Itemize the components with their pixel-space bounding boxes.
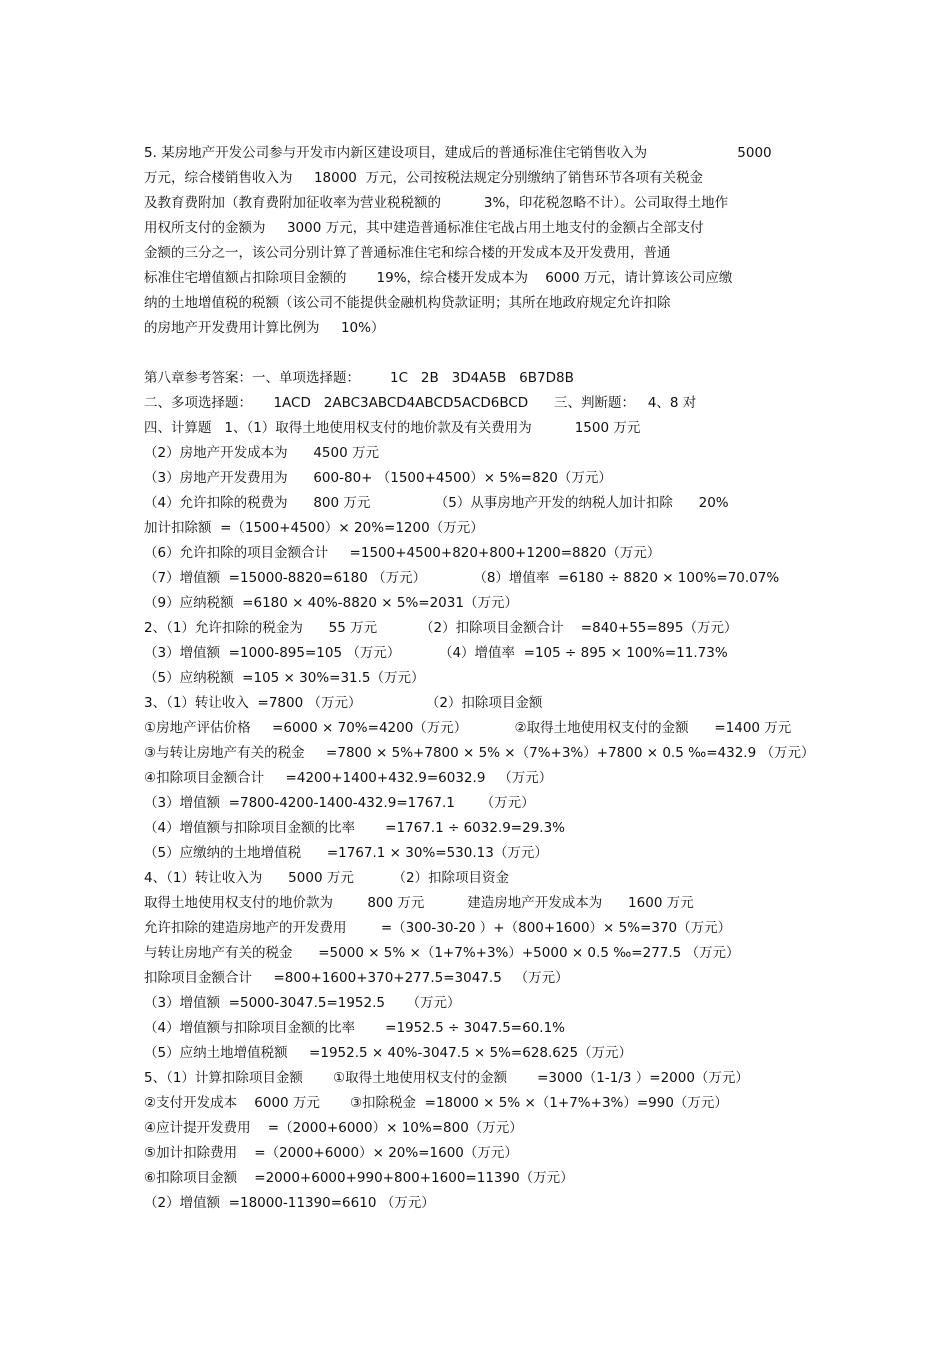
question-line: 万元，综合楼销售收入为 18000 万元，公司按税法规定分别缴纳了销售环节各项有关税金: [144, 170, 703, 186]
answer-line: 3、（1）转让收入 =7800 （万元） （2）扣除项目金额: [144, 695, 543, 711]
answer-line: （9）应纳税额 =6180 × 40%-8820 × 5%=2031（万元）: [144, 595, 518, 611]
answer-line: （3）房地产开发费用为 600-80+ （1500+4500）× 5%=820（万元）: [144, 470, 612, 486]
question-line: 纳的土地增值税的税额（该公司不能提供金融机构贷款证明；其所在地政府规定允许扣除: [144, 295, 671, 311]
answer-line: （4）增值额与扣除项目金额的比率 =1767.1 ÷ 6032.9=29.3%: [144, 820, 566, 836]
question-line: 标准住宅增值额占扣除项目金额的 19%，综合楼开发成本为 6000 万元，请计算该公司应缴: [144, 270, 733, 286]
answer-line: 第八章参考答案：一、单项选择题： 1C 2B 3D4A5B 6B7D8B: [144, 370, 574, 386]
question-line: 用权所支付的金额为 3000 万元，其中建造普通标准住宅战占用土地支付的金额占全部支付: [144, 220, 704, 236]
answer-line: （6）允许扣除的项目金额合计 =1500+4500+820+800+1200=8820（万元）: [144, 545, 661, 561]
answer-line: ②支付开发成本 6000 万元 ③扣除税金 =18000 × 5% ×（1+7%+3%）=990（万元）: [144, 1095, 728, 1111]
answer-line: 2、（1）允许扣除的税金为 55 万元 （2）扣除项目金额合计 =840+55=895（万元）: [144, 620, 738, 636]
answer-line: （2）房地产开发成本为 4500 万元: [144, 445, 379, 461]
answer-line: （4）允许扣除的税费为 800 万元 （5）从事房地产开发的纳税人加计扣除 20%: [144, 495, 729, 511]
answer-line: ③与转让房地产有关的税金 =7800 × 5%+7800 × 5% ×（7%+3%）+7800 × 0.5 ‰=432.9 （万元）: [144, 745, 815, 761]
answer-line: （3）增值额 =7800-4200-1400-432.9=1767.1 （万元）: [144, 795, 535, 811]
answer-line: ④扣除项目金额合计 =4200+1400+432.9=6032.9 （万元）: [144, 770, 553, 786]
question-line: 5. 某房地产开发公司参与开发市内新区建设项目，建成后的普通标准住宅销售收入为 5000: [144, 145, 772, 161]
answer-line: 扣除项目金额合计 =800+1600+370+277.5=3047.5 （万元）: [144, 970, 569, 986]
answer-line: 加计扣除额 =（1500+4500）× 20%=1200（万元）: [144, 520, 484, 536]
answer-line: ①房地产评估价格 =6000 × 70%=4200（万元） ②取得土地使用权支付的金额 =1400 万元: [144, 720, 792, 736]
answer-line: （3）增值额 =5000-3047.5=1952.5 （万元）: [144, 995, 461, 1011]
answer-line: （5）应缴纳的土地增值税 =1767.1 × 30%=530.13（万元）: [144, 845, 548, 861]
answer-line: ⑥扣除项目金额 =2000+6000+990+800+1600=11390（万元）: [144, 1170, 574, 1186]
answer-line: 5、（1）计算扣除项目金额 ①取得土地使用权支付的金额 =3000（1-1/3 ）=2000（万元）: [144, 1070, 749, 1086]
question-line: 金额的三分之一，该公司分别计算了普通标准住宅和综合楼的开发成本及开发费用，普通: [144, 245, 671, 261]
answer-line: 四、计算题 1、（1）取得土地使用权支付的地价款及有关费用为 1500 万元: [144, 420, 641, 436]
answer-line: 允许扣除的建造房地产的开发费用 =（300-30-20 ）+（800+1600）× 5%=370（万元）: [144, 920, 732, 936]
answer-line: （5）应纳土地增值税额 =1952.5 × 40%-3047.5 × 5%=628.625（万元）: [144, 1045, 633, 1061]
answer-line: ⑤加计扣除费用 =（2000+6000）× 20%=1600（万元）: [144, 1145, 518, 1161]
question-line: 及教育费附加（教育费附加征收率为营业税税额的 3%，印花税忽略不计）。公司取得土地作: [144, 195, 729, 211]
answer-line: 取得土地使用权支付的地价款为 800 万元 建造房地产开发成本为 1600 万元: [144, 895, 694, 911]
question-line: 的房地产开发费用计算比例为 10%）: [144, 320, 385, 336]
answer-line: ④应计提开发费用 =（2000+6000）× 10%=800（万元）: [144, 1120, 523, 1136]
answer-line: 二、多项选择题： 1ACD 2ABC3ABCD4ABCD5ACD6BCD 三、判断题： 4、8 对: [144, 395, 697, 411]
answer-line: （4）增值额与扣除项目金额的比率 =1952.5 ÷ 3047.5=60.1%: [144, 1020, 566, 1036]
answer-line: （3）增值额 =1000-895=105 （万元） （4）增值率 =105 ÷ 895 × 100%=11.73%: [144, 645, 728, 661]
answer-line: （2）增值额 =18000-11390=6610 （万元）: [144, 1195, 435, 1211]
answer-line: （5）应纳税额 =105 × 30%=31.5（万元）: [144, 670, 425, 686]
answer-line: 4、（1）转让收入为 5000 万元 （2）扣除项目资金: [144, 870, 510, 886]
answer-line: （7）增值额 =15000-8820=6180 （万元） （8）增值率 =6180 ÷ 8820 × 100%=70.07%: [144, 570, 780, 586]
answer-line: 与转让房地产有关的税金 =5000 × 5% ×（1+7%+3%）+5000 × 0.5 ‰=277.5 （万元）: [144, 945, 740, 961]
